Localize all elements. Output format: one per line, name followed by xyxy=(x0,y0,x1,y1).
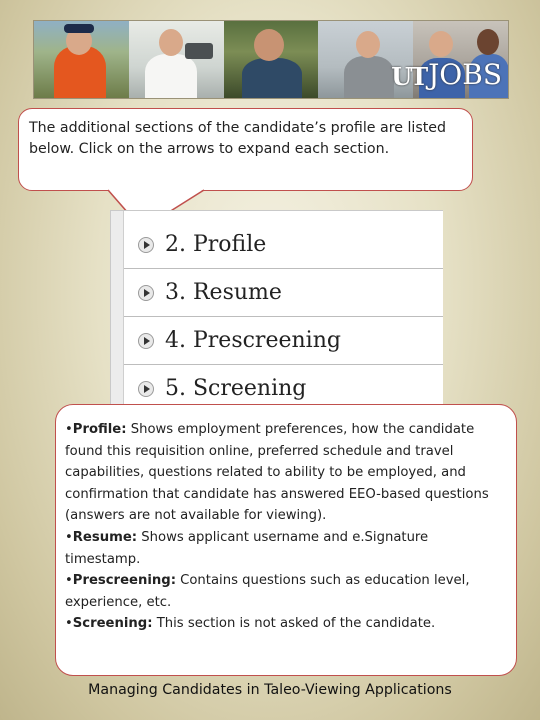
description-title: Profile: xyxy=(72,422,127,437)
description-text: Contains questions such as education level, experience, etc. xyxy=(65,573,470,610)
section-descriptions-callout xyxy=(55,404,517,676)
description-title: Resume: xyxy=(72,529,138,545)
expand-arrow-icon[interactable] xyxy=(138,333,154,349)
description-text: Shows employment preferences, how the candidate found this requisition online, preferred schedule and travel capabilities, questions related to ability to be employed, and confirmation that candidate has answered EEO-based questions (answers are not available for viewing). xyxy=(65,422,489,524)
logo-jobs-text: JOBS xyxy=(428,58,502,91)
ut-jobs-logo xyxy=(391,58,502,91)
expand-arrow-icon[interactable] xyxy=(138,381,154,397)
panel-side-strip xyxy=(111,211,124,411)
expand-arrow-icon[interactable] xyxy=(138,237,154,253)
header-banner xyxy=(33,20,509,99)
description-title: Prescreening: xyxy=(72,573,176,589)
banner-photo-security-officer xyxy=(34,21,129,98)
banner-photo-lab-worker xyxy=(224,21,319,98)
description-resume: •Resume: Shows applicant username and e.Signature timestamp. xyxy=(65,529,429,567)
section-label: 5. Screening xyxy=(165,376,307,401)
section-label: 2. Profile xyxy=(165,232,267,257)
description-title: Screening: xyxy=(72,616,153,632)
slide-footer-title: Managing Candidates in Taleo-Viewing Applications xyxy=(88,682,452,698)
section-row-resume[interactable] xyxy=(124,269,443,317)
candidate-sections-panel xyxy=(110,210,443,411)
description-prescreening: •Prescreening: Contains questions such as education level, experience, etc. xyxy=(65,573,470,610)
description-screening: •Screening: This section is not asked of the candidate. xyxy=(65,616,436,632)
instruction-callout-text: The additional sections of the candidate’s profile are listed below. Click on the arrows to expand each section. xyxy=(29,120,447,157)
section-row-prescreening[interactable] xyxy=(124,317,443,365)
expand-arrow-icon[interactable] xyxy=(138,285,154,301)
logo-ut-mark: UT xyxy=(391,62,427,91)
banner-photo-optometrist xyxy=(129,21,224,98)
description-text: This section is not asked of the candidate. xyxy=(152,616,436,632)
section-label: 4. Prescreening xyxy=(165,328,341,353)
section-label: 3. Resume xyxy=(165,280,282,305)
section-row-profile[interactable] xyxy=(124,221,443,269)
description-profile: •Profile: Shows employment preferences, how the candidate found this requisition online, preferred schedule and travel capabilities, questions related to ability to be employed, and confirmation that candidate has answered EEO-based questions (answers are not available for viewing). xyxy=(65,422,489,524)
instruction-callout xyxy=(18,108,473,191)
description-text: Shows applicant username and e.Signature timestamp. xyxy=(65,529,429,567)
